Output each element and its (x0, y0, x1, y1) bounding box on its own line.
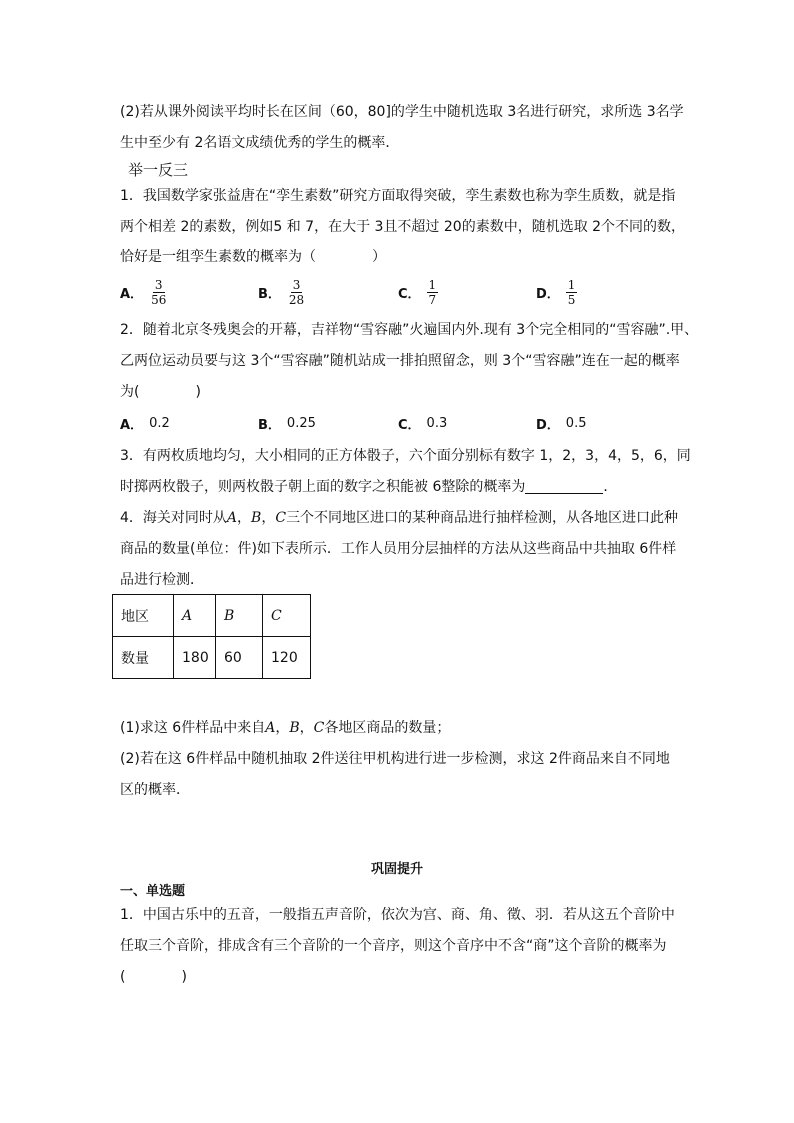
table-cell: C (263, 595, 311, 637)
q4-part-2-line-2: 区的概率． (120, 782, 190, 798)
q4-part-2-line-1: (2)若在这 6件样品中随机抽取 2件送往甲机构进行进一步检测，求这 2件商品来自不同地 (120, 751, 670, 767)
q2-option-a-label: A． (120, 418, 144, 433)
q2-option-d-value: 0.5 (565, 416, 587, 431)
q3-line-2-end: ． (603, 479, 618, 495)
var-a: A (226, 510, 238, 526)
q3-answer-blank[interactable] (525, 479, 603, 494)
table-cell: B (216, 595, 263, 637)
q1-line-3: 恰好是一组孪生素数的概率为（ ） (120, 249, 386, 265)
q4-part-1: (1)求这 6件样品中来自A，B，C各地区商品的数量； (120, 720, 451, 736)
consolidate-q1-line-1: 1．中国古乐中的五音，一般指五声音阶，依次为宫、商、角、徵、羽．若从这五个音阶中 (120, 907, 675, 923)
consolidate-title: 巩固提升 (370, 862, 423, 877)
q2-option-c-value: 0.3 (426, 416, 448, 431)
intro-line-1: (2)若从课外阅读平均时长在区间（60，80]的学生中随机选取 3名进行研究，求所选 3名学 (120, 104, 684, 120)
var-c: C (275, 510, 287, 526)
q2-line-2: 乙两位运动员要与这 3个“雪容融”随机站成一排拍照留念，则 3个“雪容融”连在一起的概率 (120, 353, 680, 369)
section-heading: 举一反三 (128, 161, 189, 179)
section-single-choice: 一、单选题 (120, 884, 186, 899)
q1-option-d[interactable] (536, 278, 577, 307)
q2-option-b-label: B． (258, 418, 281, 433)
q1-option-b-label: B． (258, 287, 281, 302)
q1-option-b[interactable] (258, 278, 306, 307)
table-cell: 地区 (113, 595, 174, 637)
q2-option-a-value: 0.2 (149, 416, 170, 431)
table-cell: 120 (263, 637, 311, 679)
q1-option-b-fraction: $\frac{3}{28}$ (288, 278, 305, 307)
q1-option-a-fraction: $\frac{3}{56}$ (151, 278, 167, 307)
q1-option-a[interactable] (120, 278, 168, 307)
q1-option-d-fraction: $\frac{1}{5}$ (567, 278, 576, 307)
q1-option-c-fraction: $\frac{1}{7}$ (428, 278, 437, 307)
table-cell: 60 (216, 637, 263, 679)
q1-line-1: 1．我国数学家张益唐在“孪生素数”研究方面取得突破，孪生素数也称为孪生质数，就是指 (120, 188, 676, 204)
q3-line-2 (120, 477, 617, 497)
q2-option-d[interactable] (536, 414, 586, 433)
q1-option-a-label: A． (120, 287, 144, 302)
q3-line-1: 3．有两枚质地均匀，大小相同的正方体骰子，六个面分别标有数字 1，2，3，4，5，6，同 (120, 448, 691, 464)
q2-option-b-value: 0.25 (286, 416, 316, 431)
table-cell: 数量 (113, 637, 174, 679)
table-cell: A (174, 595, 216, 637)
q2-option-c-label: C． (398, 418, 421, 433)
q1-option-d-label: D． (536, 287, 560, 302)
intro-line-2: 生中至少有 2名语文成绩优秀的学生的概率． (120, 135, 400, 151)
q2-line-1: 2．随着北京冬残奥会的开幕，吉祥物“雪容融”火遍国内外.现有 3个完全相同的“雪容融”.甲、 (120, 322, 699, 338)
q2-option-c[interactable] (398, 414, 447, 433)
q2-line-3: 为( ) (120, 384, 201, 400)
q2-option-d-label: D． (536, 418, 560, 433)
q1-line-2: 两个相差 2的素数，例如5 和 7，在大于 3且不超过 20的素数中，随机选取 2个不同的数， (120, 219, 686, 235)
q4-line-3: 品进行检测． (120, 572, 204, 588)
q4-line-2: 商品的数量(单位：件)如下表所示．工作人员用分层抽样的方法从这些商品中共抽取 6件样 (120, 541, 677, 557)
table-cell: 180 (174, 637, 216, 679)
q2-option-b[interactable] (258, 414, 316, 433)
table-row (113, 637, 311, 679)
q3-line-2-text: 时掷两枚骰子，则两枚骰子朝上面的数字之积能被 6整除的概率为 (120, 479, 526, 495)
q4-line-1: 4．海关对同时从A，B，C三个不同地区进口的某种商品进行抽样检测，从各地区进口此种 (120, 510, 679, 526)
table-header-row (113, 595, 311, 637)
region-quantity-table (112, 594, 311, 679)
q2-option-a[interactable] (120, 414, 170, 433)
consolidate-q1-line-2: 任取三个音阶，排成含有三个音阶的一个音序，则这个音序中不含“商”这个音阶的概率为 (120, 938, 667, 954)
var-b: B (251, 510, 262, 526)
q1-option-c[interactable] (398, 278, 438, 307)
consolidate-q1-line-3: ( ) (120, 969, 187, 985)
q1-option-c-label: C． (398, 287, 421, 302)
